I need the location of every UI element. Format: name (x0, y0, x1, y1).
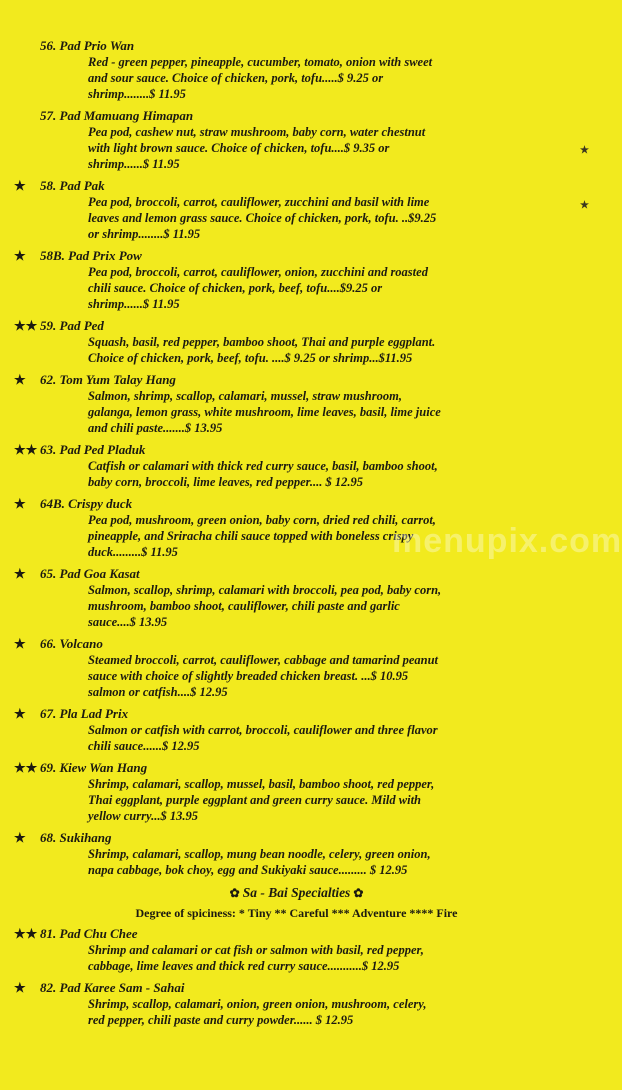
item-title: 69. Kiew Wan Hang (40, 760, 148, 775)
spiciness-stars: ★ (14, 566, 26, 581)
flourish-icon: ✿ (350, 886, 364, 900)
menu-item (0, 178, 593, 242)
description-line: shrimp......$ 11.95 (88, 157, 180, 171)
spiciness-stars: ★★ (14, 926, 38, 941)
description-line: and chili paste.......$ 13.95 (88, 421, 223, 435)
item-title: 63. Pad Ped Pladuk (40, 442, 146, 457)
item-title: 64B. Crispy duck (40, 496, 133, 511)
item-title: 82. Pad Karee Sam - Sahai (40, 980, 185, 995)
description-line: Choice of chicken, pork, beef, tofu. ....$ 9.25 or shrimp...$11.95 (88, 351, 413, 365)
description-line: Squash, basil, red pepper, bamboo shoot, Thai and purple eggplant. (88, 335, 436, 349)
spiciness-stars: ★ (14, 178, 26, 193)
menu-item (0, 566, 593, 630)
description-line: shrimp......$ 11.95 (88, 297, 180, 311)
description-line: mushroom, bamboo shoot, cauliflower, chili paste and garlic (88, 599, 400, 613)
description-line: yellow curry...$ 13.95 (88, 809, 198, 823)
section-heading (0, 884, 593, 902)
item-description (88, 722, 513, 754)
item-description (88, 942, 513, 974)
description-line: Pea pod, mushroom, green onion, baby corn, dried red chili, carrot, (88, 513, 436, 527)
item-title: 56. Pad Prio Wan (40, 38, 135, 53)
description-line: salmon or catfish....$ 12.95 (88, 685, 228, 699)
description-line: shrimp........$ 11.95 (88, 87, 186, 101)
description-line: Red - green pepper, pineapple, cucumber, tomato, onion with sweet (88, 55, 433, 69)
spiciness-stars: ★ (14, 636, 26, 651)
section-title: Sa - Bai Specialties (242, 885, 351, 900)
menu-item (0, 318, 593, 366)
edge-mark: ★ (580, 200, 589, 211)
description-line: red pepper, chili paste and curry powder...... $ 12.95 (88, 1013, 354, 1027)
description-line: duck.........$ 11.95 (88, 545, 178, 559)
description-line: Shrimp and calamari or cat fish or salmon with basil, red pepper, (88, 943, 424, 957)
edge-mark: ★ (580, 145, 589, 156)
menu-item (0, 760, 593, 824)
spiciness-stars: ★ (14, 496, 26, 511)
spiciness-stars: ★ (14, 980, 26, 995)
description-line: chili sauce......$ 12.95 (88, 739, 200, 753)
spiciness-legend: Degree of spiciness: * Tiny ** Careful *** Adventure **** Fire (135, 906, 458, 920)
item-description (88, 334, 513, 366)
spiciness-stars: ★ (14, 706, 26, 721)
description-line: pineapple, and Sriracha chili sauce topped with boneless crispy (88, 529, 414, 543)
spiciness-stars: ★ (14, 372, 26, 387)
item-description (88, 388, 513, 436)
menu-item (0, 442, 593, 490)
spiciness-stars: ★ (14, 830, 26, 845)
spiciness-stars: ★★ (14, 318, 38, 333)
description-line: Pea pod, broccoli, carrot, cauliflower, onion, zucchini and roasted (88, 265, 428, 279)
description-line: Salmon or catfish with carrot, broccoli, cauliflower and three flavor (88, 723, 438, 737)
watermark: menupix.com (392, 522, 622, 560)
flourish-icon: ✿ (229, 886, 243, 900)
description-line: with light brown sauce. Choice of chicken, tofu....$ 9.35 or (88, 141, 390, 155)
item-description (88, 582, 513, 630)
description-line: Shrimp, calamari, scallop, mung bean noodle, celery, green onion, (88, 847, 431, 861)
menu-item (0, 108, 593, 172)
description-line: Thai eggplant, purple eggplant and green curry sauce. Mild with (88, 793, 422, 807)
description-line: galanga, lemon grass, white mushroom, lime leaves, basil, lime juice (88, 405, 441, 419)
item-description (88, 194, 513, 242)
description-line: napa cabbage, bok choy, egg and Sukiyaki sauce......... $ 12.95 (88, 863, 408, 877)
description-line: Pea pod, broccoli, carrot, cauliflower, zucchini and basil with lime (88, 195, 430, 209)
spiciness-stars: ★★ (14, 760, 38, 775)
menu-item (0, 636, 593, 700)
item-title: 81. Pad Chu Chee (40, 926, 138, 941)
item-description (88, 846, 513, 878)
description-line: sauce....$ 13.95 (88, 615, 168, 629)
spiciness-stars: ★ (14, 248, 26, 263)
item-description (88, 54, 513, 102)
item-title: 65. Pad Goa Kasat (40, 566, 140, 581)
item-title: 67. Pla Lad Prix (40, 706, 129, 721)
item-title: 58. Pad Pak (40, 178, 105, 193)
description-line: Salmon, scallop, shrimp, calamari with broccoli, pea pod, baby corn, (88, 583, 442, 597)
menu-item (0, 706, 593, 754)
menu-item (0, 38, 593, 102)
item-title: 57. Pad Mamuang Himapan (40, 108, 194, 123)
item-description (88, 996, 513, 1028)
menu-item (0, 980, 593, 1028)
menu-item (0, 926, 593, 974)
description-line: Salmon, shrimp, scallop, calamari, mussel, straw mushroom, (88, 389, 402, 403)
menu-item (0, 830, 593, 878)
description-line: leaves and lemon grass sauce. Choice of chicken, pork, tofu. ..$9.25 (88, 211, 437, 225)
item-description (88, 652, 513, 700)
item-description (88, 124, 513, 172)
description-line: or shrimp........$ 11.95 (88, 227, 201, 241)
item-description (88, 776, 513, 824)
description-line: Shrimp, calamari, scallop, mussel, basil, bamboo shoot, red pepper, (88, 777, 435, 791)
menu-item (0, 372, 593, 436)
item-description (88, 458, 513, 490)
description-line: Shrimp, scallop, calamari, onion, green onion, mushroom, celery, (88, 997, 427, 1011)
description-line: chili sauce. Choice of chicken, pork, beef, tofu....$9.25 or (88, 281, 383, 295)
item-description (88, 264, 513, 312)
description-line: sauce with choice of slightly breaded chicken breast. ...$ 10.95 (88, 669, 409, 683)
menu-item (0, 248, 593, 312)
item-title: 62. Tom Yum Talay Hang (40, 372, 176, 387)
description-line: and sour sauce. Choice of chicken, pork, tofu.....$ 9.25 or (88, 71, 384, 85)
description-line: Steamed broccoli, carrot, cauliflower, cabbage and tamarind peanut (88, 653, 438, 667)
description-line: Catfish or calamari with thick red curry sauce, basil, bamboo shoot, (88, 459, 438, 473)
description-line: baby corn, broccoli, lime leaves, red pepper.... $ 12.95 (88, 475, 363, 489)
item-title: 66. Volcano (40, 636, 103, 651)
item-title: 68. Sukihang (40, 830, 112, 845)
description-line: cabbage, lime leaves and thick red curry sauce...........$ 12.95 (88, 959, 400, 973)
item-title: 58B. Pad Prix Pow (40, 248, 142, 263)
description-line: Pea pod, cashew nut, straw mushroom, baby corn, water chestnut (88, 125, 426, 139)
spiciness-stars: ★★ (14, 442, 38, 457)
item-title: 59. Pad Ped (40, 318, 104, 333)
